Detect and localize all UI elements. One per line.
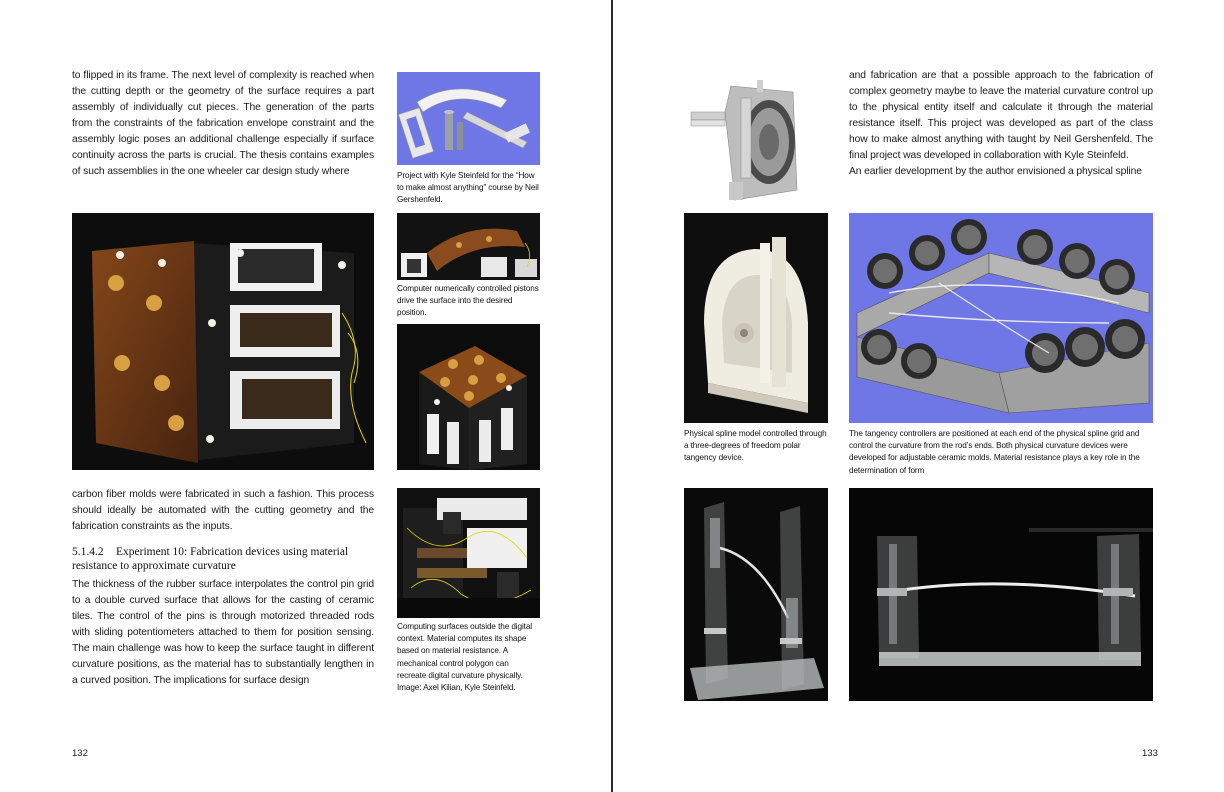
right-page bbox=[613, 0, 1224, 792]
right-caption-2: The tangency controllers are positioned at each end of the physical spline grid and control the curvature from the rod’s ends. Both physical curvature devices were developed for adjustable ceramic molds. Material resistance plays a key role in the determination of form bbox=[849, 429, 1140, 475]
page-number-left: 132 bbox=[72, 748, 88, 759]
right-paragraph-top-2: An earlier development by the author envisioned a physical spline bbox=[849, 166, 1142, 177]
cad-render-image bbox=[397, 72, 540, 165]
left-paragraph-bottom: The thickness of the rubber surface interpolates the control pin grid to a double curved surface that allows for the casting of ceramic tiles. The control of the pins is through motorized threaded rods with sliding potentiometers attached to them for position sensing. The main challenge was how to keep the surface taught in different curvature positions, as the material has to substantially lengthen in a curved position. The implications for surface design bbox=[72, 579, 374, 686]
page-number-right: 133 bbox=[1142, 748, 1158, 759]
left-page bbox=[0, 0, 611, 792]
acrylic-spline-photo-2 bbox=[849, 488, 1153, 701]
spline-model-photo bbox=[684, 213, 828, 423]
mold-top-photo bbox=[397, 324, 540, 470]
right-paragraph-top: and fabrication are that a possible approach to the fabrication of complex geometry maybe to leave the material curvature control up to the physical entity itself and calculate it through the material resistance itself. This project was developed as part of the class how to make almost anything with taught by Neil Gershenfeld. The final project was developed in collaboration with Kyle Steinfeld. bbox=[849, 70, 1153, 161]
left-paragraph-middle: carbon fiber molds were fabricated in such a fashion. This process should ideally be automated with the cutting geometry and the fabrication constraints as the inputs. bbox=[72, 489, 374, 532]
left-caption-2: Computer numerically controlled pistons drive the surface into the desired position. bbox=[397, 284, 539, 318]
left-paragraph-top: to flipped in its frame. The next level of complexity is reached when the cutting depth or the geometry of the surface requires a part assembly of individually cut pieces. The generation of the parts from the constraints of the fabrication envelope constraint and the assembly logic poses an additional challenge especially if surface continuity across the parts is crucial. The thesis contains examples of such assemblies in the one wheeler car design study where bbox=[72, 70, 374, 177]
section-title: Experiment 10: Fabrication devices using material resistance to approximate curvature bbox=[72, 546, 349, 572]
spline-device-render bbox=[685, 72, 813, 202]
pistons-photo bbox=[397, 213, 540, 280]
right-caption-1: Physical spline model controlled through a three-degrees of freedom polar tangency device. bbox=[684, 429, 827, 463]
tangency-render bbox=[849, 213, 1153, 423]
left-caption-3: Computing surfaces outside the digital context. Material computes its shape based on material resistance. A mechanical control polygon can recreate digital curvature physically. Image: Axel Kilian, Kyle Steinfeld. bbox=[397, 622, 533, 693]
mold-device-photo bbox=[72, 213, 374, 470]
section-heading bbox=[72, 545, 374, 573]
motor-assembly-photo bbox=[397, 488, 540, 618]
section-number: 5.1.4.2 bbox=[72, 546, 104, 558]
acrylic-spline-photo-1 bbox=[684, 488, 828, 701]
left-caption-1: Project with Kyle Steinfeld for the “How to make almost anything” course by Neil Gershenfeld. bbox=[397, 171, 539, 205]
